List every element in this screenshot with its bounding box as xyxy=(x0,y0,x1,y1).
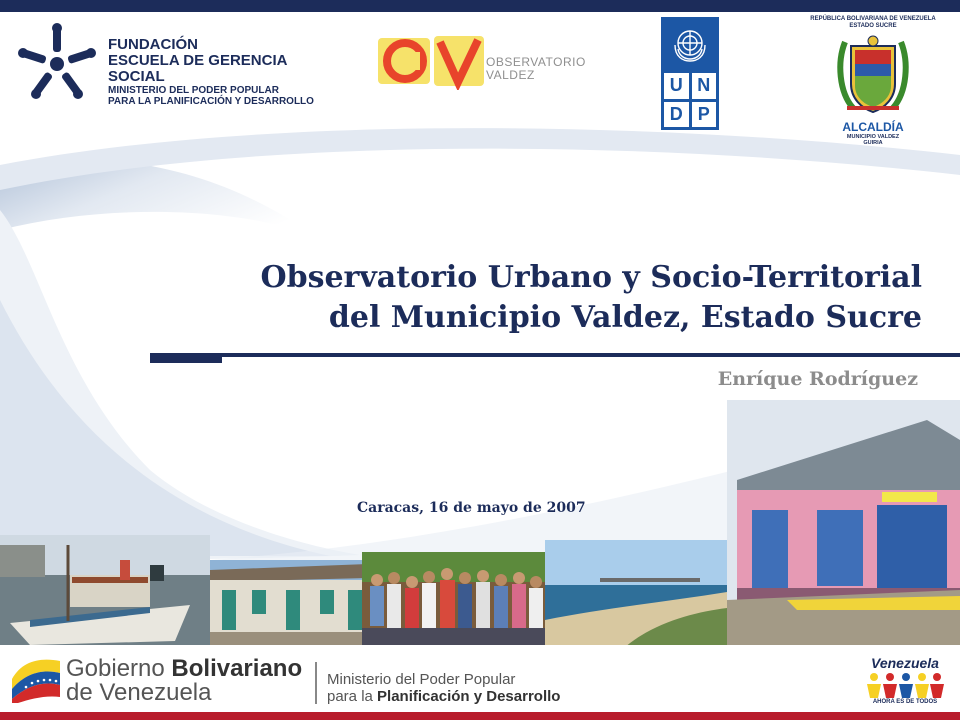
ov-icon xyxy=(378,34,486,90)
undp-logo xyxy=(661,17,719,130)
alcaldia-logo xyxy=(800,14,946,146)
star-hands-icon xyxy=(10,22,105,112)
author-name: Enríque Rodríguez xyxy=(717,368,918,390)
houses-image xyxy=(210,560,368,647)
ov-line1: OBSERVATORIO xyxy=(486,55,586,69)
title-underline xyxy=(150,353,960,357)
boat-image xyxy=(0,535,210,647)
venezuela-word: Venezuela xyxy=(871,655,939,671)
gobierno-word: Gobierno xyxy=(66,655,165,682)
photo-group xyxy=(362,552,545,647)
ministerio-text xyxy=(327,671,560,705)
presentation-date: Caracas, 16 de mayo de 2007 xyxy=(357,500,586,516)
undp-letter: P xyxy=(692,102,717,128)
photo-houses xyxy=(210,560,368,647)
undp-letter: N xyxy=(692,73,717,99)
alcaldia-sub-line1: MUNICIPIO VALDEZ xyxy=(846,134,900,140)
ov-line2: VALDEZ xyxy=(486,67,535,82)
group-photo-image xyxy=(362,552,545,647)
ov-text xyxy=(486,56,586,81)
fegs-text xyxy=(108,37,338,107)
gobierno-line2: de Venezuela xyxy=(66,679,212,706)
venezuela-flag-icon xyxy=(10,655,62,703)
people-figures-icon xyxy=(866,672,944,698)
title-line1: Observatorio Urbano y Socio-Territorial xyxy=(260,260,922,295)
ministerio-bold: Planificación y Desarrollo xyxy=(377,688,561,705)
undp-letter: D xyxy=(664,102,689,128)
alcaldia-sub-line2: GUIRIA xyxy=(863,140,883,147)
fegs-line2: ESCUELA DE GERENCIA SOCIAL xyxy=(108,51,287,85)
venezuela-tagline: AHORA ES DE TODOS xyxy=(872,699,938,705)
alcaldia-sub-text xyxy=(800,134,946,147)
alcaldia-name: ALCALDÍA xyxy=(842,120,904,134)
title-underline-accent xyxy=(150,353,222,363)
un-globe-icon xyxy=(669,23,711,65)
alcaldia-top-line2: ESTADO SUCRE xyxy=(849,23,897,30)
footer-divider xyxy=(315,662,317,704)
fegs-line4: PARA LA PLANIFICACIÓN Y DESARROLLO xyxy=(108,95,314,107)
photo-pink-house xyxy=(727,400,960,647)
fegs-line1: FUNDACIÓN xyxy=(108,36,198,53)
slide-title xyxy=(162,258,922,338)
coast-image xyxy=(545,540,727,647)
fegs-line3: MINISTERIO DEL PODER POPULAR xyxy=(108,85,279,97)
ministerio-line2 xyxy=(327,688,560,705)
undp-letter: U xyxy=(664,73,689,99)
footer-bottom-bar xyxy=(0,712,960,720)
title-line2: del Municipio Valdez, Estado Sucre xyxy=(328,300,922,335)
undp-letters xyxy=(664,73,716,127)
ministerio-line1: Ministerio del Poder Popular xyxy=(327,671,516,688)
pink-house-image xyxy=(727,400,960,647)
coat-of-arms-icon xyxy=(833,32,913,118)
gobierno-text xyxy=(66,657,302,705)
alcaldia-top-line1: REPÚBLICA BOLIVARIANA DE VENEZUELA xyxy=(810,16,936,22)
bolivariano-word: Bolivariano xyxy=(171,655,303,682)
ministerio-pre: para la xyxy=(327,688,373,705)
venezuela-ahora-logo xyxy=(862,655,948,709)
photo-boat xyxy=(0,535,210,647)
gobierno-line1 xyxy=(66,657,302,681)
alcaldia-top-text xyxy=(800,16,946,30)
top-bar xyxy=(0,0,960,12)
photo-coast xyxy=(545,540,727,647)
